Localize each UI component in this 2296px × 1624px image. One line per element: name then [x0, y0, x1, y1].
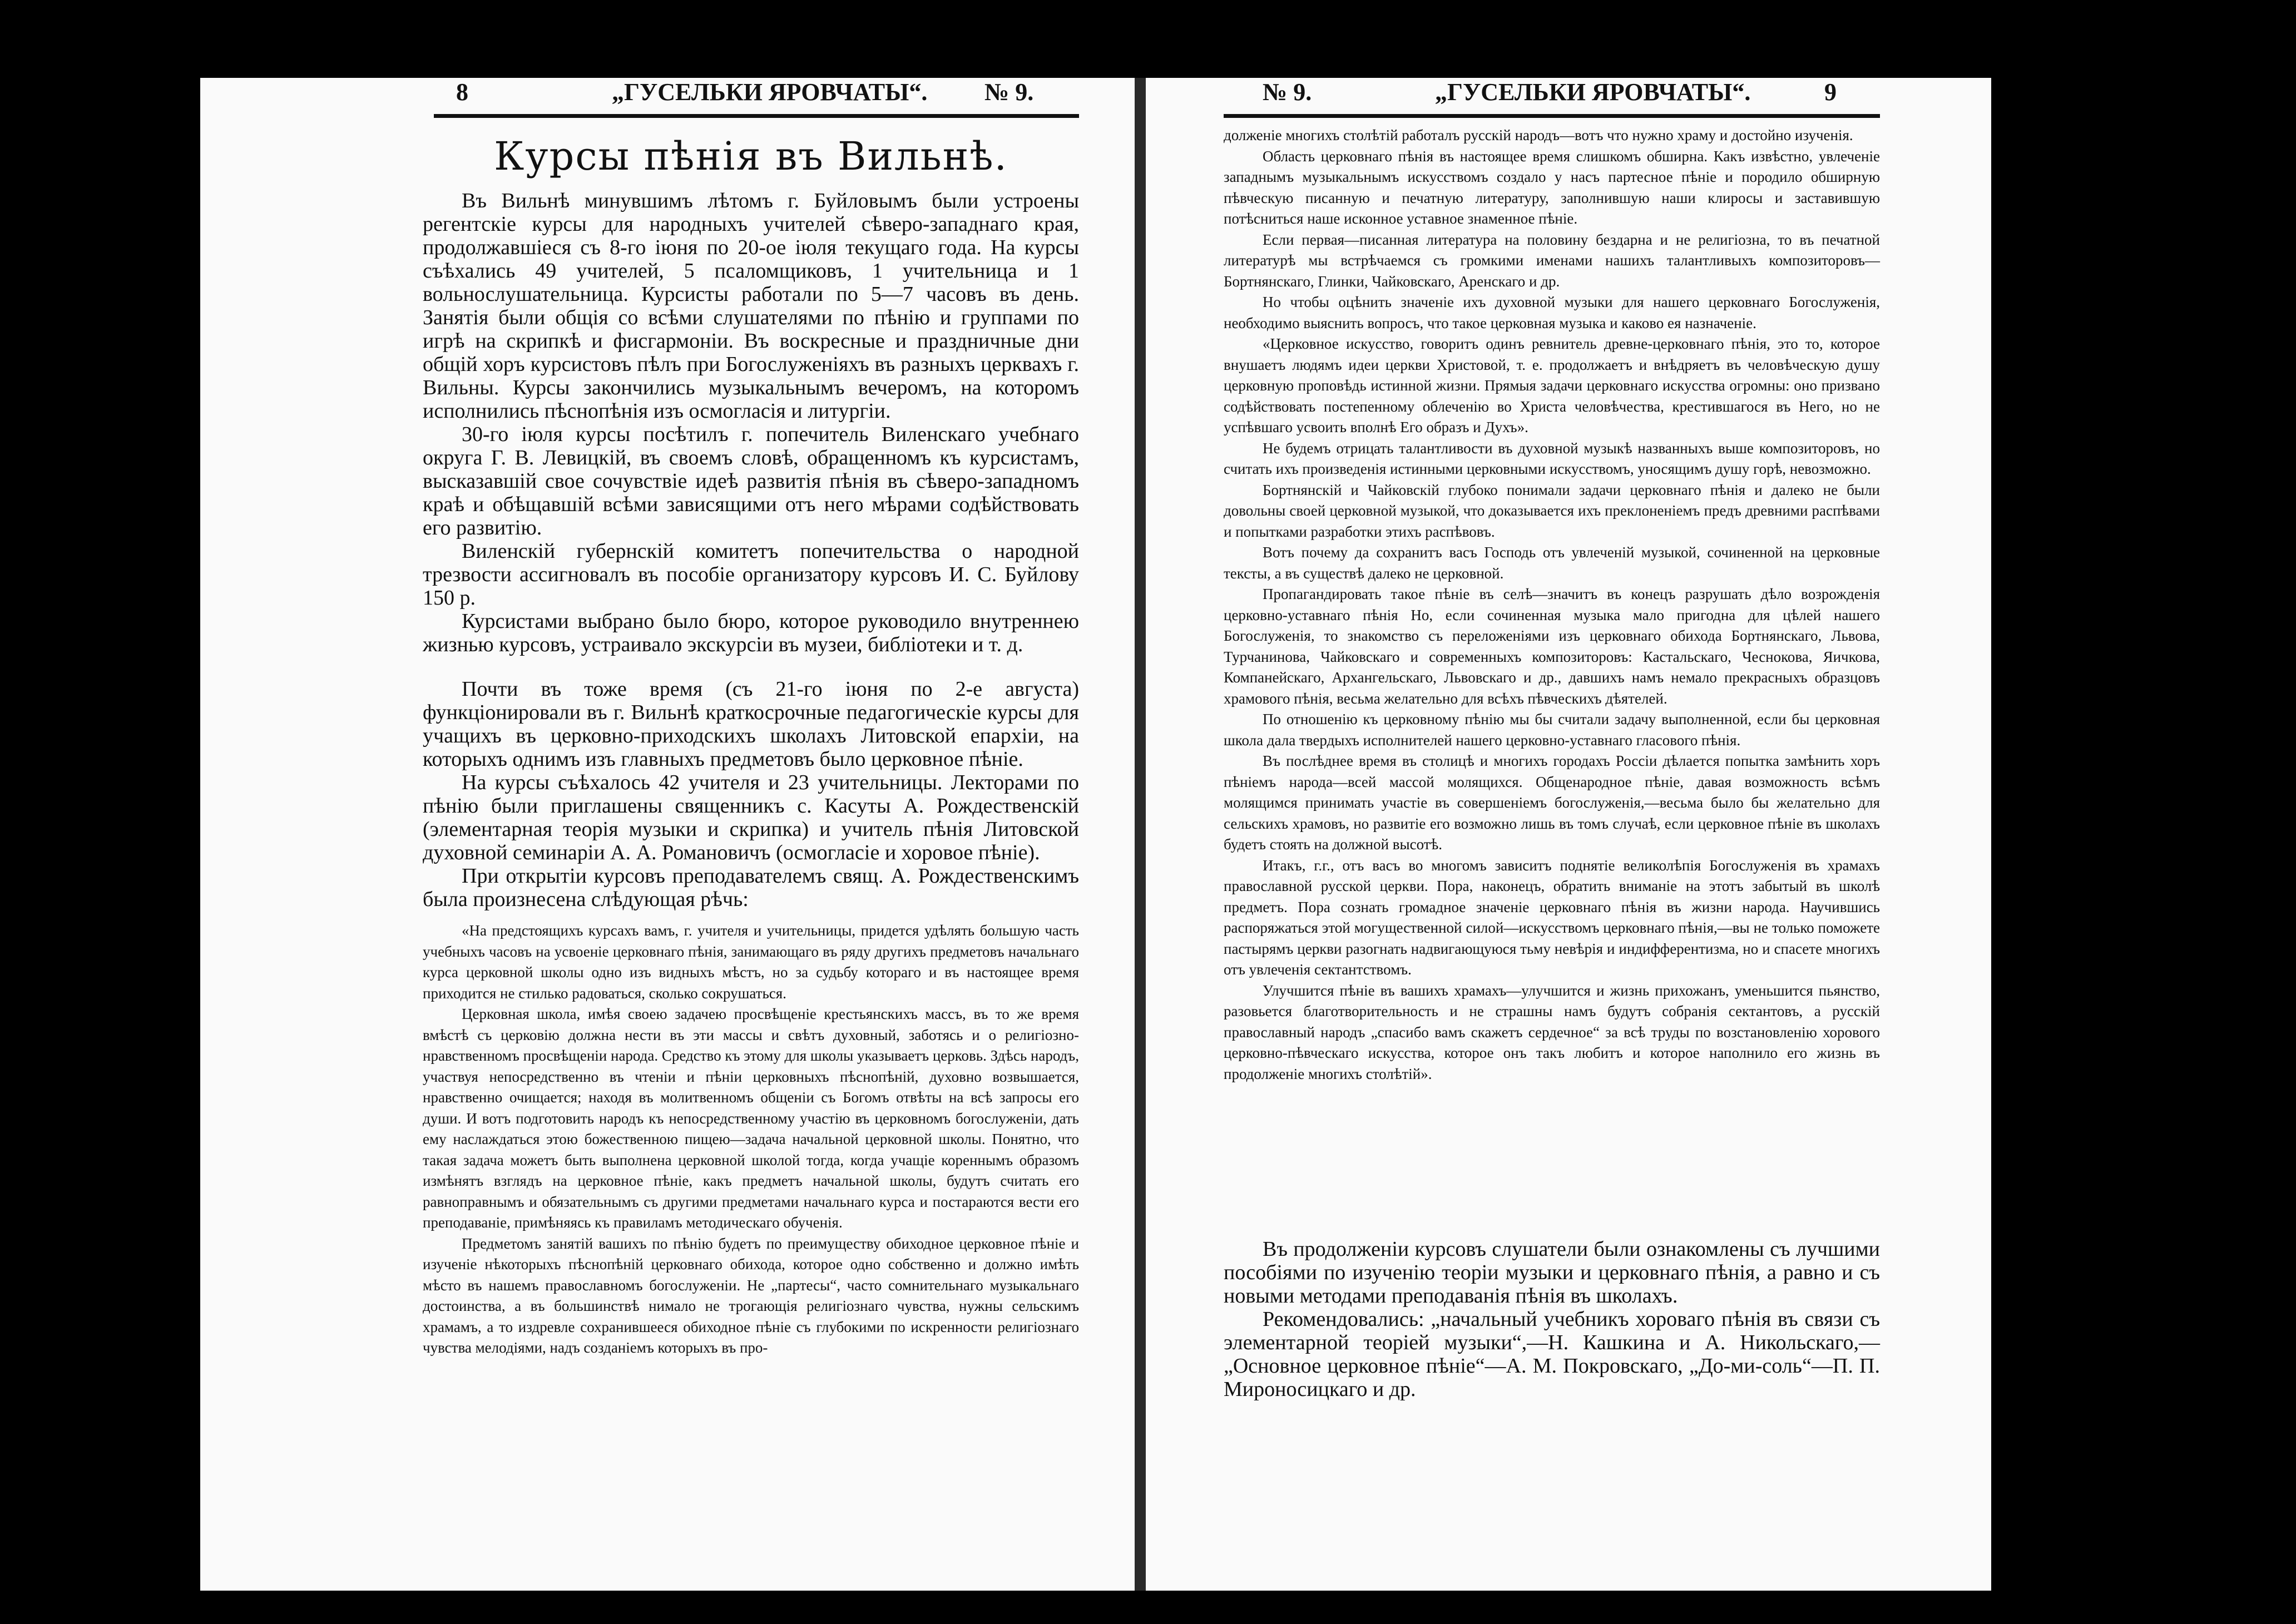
- right-running-head: [1246, 78, 1869, 117]
- paragraph: Въ послѣднее время въ столицѣ и многихъ городахъ Россіи дѣлается попытка замѣнить хоръ пѣніемъ народа—всей массой молящихся. Общенародное пѣніе, давая возможность всѣмъ молящимся принимать участіе въ совершеніемъ богослуженія,—весьма было бы желательно для сельскихъ храмовъ, но развитіе его возможно лишь въ томъ случаѣ, если церковное пѣніе въ школахъ будетъ стоять на должной высотѣ.: [1224, 752, 1880, 853]
- paragraph: 30-го іюля курсы посѣтилъ г. попечитель Виленскаго учебнаго округа Г. В. Левицкій, въ своемъ словѣ, обращенномъ къ курсистамъ, высказавшій свое сочувствіе идеѣ развитія пѣнія въ сѣверо-западномъ краѣ и обѣщавшій всѣми зависящими отъ него мѣрами содѣйствовать его развитію.: [423, 423, 1079, 539]
- paragraph: «На предстоящихъ курсахъ вамъ, г. учителя и учительницы, придется удѣлять большую часть учебныхъ часовъ на усвоеніе церковнаго пѣнія, занимающаго въ ряду другихъ предметовъ начальнаго курса церковной школы одно изъ видныхъ мѣстъ, но за судьбу котораго и въ настоящее время приходится не стилько радоваться, сколько сокрушаться.: [423, 922, 1079, 1002]
- left-journal-title: „ГУСЕЛЬКИ ЯРОВЧАТЫ“.: [612, 78, 928, 106]
- paragraph: При открытіи курсовъ преподавателемъ свящ. А. Рождественскимъ была произнесена слѣдующая рѣчь:: [423, 864, 1079, 911]
- left-speech-text: [423, 920, 1079, 1359]
- paragraph: Вотъ почему да сохранитъ васъ Господь отъ увлеченій музыкой, сочиненной на церковные тексты, а въ существѣ далеко не церковной.: [1224, 544, 1880, 582]
- paragraph: Церковная школа, имѣя своею задачею просвѣщеніе крестьянскихъ массъ, въ то же время вмѣстѣ съ церковію должна нести въ эти массы и свѣтъ духовный, заботясь и о религіозно-нравственномъ просвѣщеніи народа. Средство къ этому для школы указываетъ церковь. Здѣсь народъ, участвуя непосредственно въ чтеніи и пѣніи церковныхъ пѣснопѣній, духовно возвышается, нравственно очищается; находя въ молитвенномъ общеніи съ Богомъ отвѣты на всѣ запросы его души. И вотъ подготовить народъ къ непосредственному участію въ церковномъ богослуженіи, дать ему наслаждаться этою божественною пищею—задача начальной церковной школы. Понятно, что такая задача можетъ быть выполнена церковной школой тогда, когда учащіе кореннымъ образомъ измѣнятъ взглядъ на церковное пѣніе, какъ предметъ начальной школы, будутъ считать его равноправнымъ и обязательнымъ съ другими предметами начальнаго курса и постараются вести его преподаваніе, примѣняясь къ правиламъ методическаго обученія.: [423, 1006, 1079, 1231]
- left-page-number: 8: [456, 78, 468, 106]
- paragraph: По отношенію къ церковному пѣнію мы бы считали задачу выполненной, если бы церковная школа дала твердыхъ исполнителей нашего церковно-уставнаго гласового пѣнія.: [1224, 711, 1880, 749]
- paragraph: «Церковное искусство, говоритъ одинъ ревнитель древне-церковнаго пѣнія, это то, которое внушаетъ людямъ идеи церкви Христовой, т. е. продолжаетъ и внѣдряетъ въ человѣческую душу церковную проповѣдь истинной жизни. Прямыя задачи церковнаго искусства огромны: оно призвано содѣйствовать постепенному облеченію во Христа человѣчества, крестившагося въ Него, но не успѣвшаго усвоить вполнѣ Его образъ и Духъ».: [1224, 335, 1880, 435]
- paragraph: Рекомендовались: „начальный учебникъ хороваго пѣнія въ связи съ элементарной теоріей музыки“,—Н. Кашкина и А. Никольскаго,—„Основное церковное пѣніе“—А. М. Покровскаго, „До-ми-соль“—П. П. Мироносицкаго и др.: [1224, 1308, 1880, 1401]
- paragraph: Область церковнаго пѣнія въ настоящее время слишкомъ обширна. Какъ извѣстно, увлеченіе западнымъ музыкальнымъ искусствомъ создало у насъ партесное пѣніе и породило обширную пѣвческую писанную и печатную литературу, заполнившую наши клиросы и заставившую потѣсниться наше исконное уставное знаменное пѣніе.: [1224, 147, 1880, 227]
- paragraph: Въ Вильнѣ минувшимъ лѣтомъ г. Буйловымъ были устроены регентскіе курсы для народныхъ учителей сѣверо-западнаго края, продолжавшіеся съ 8-го іюня по 20-ое іюля текущаго года. На курсы съѣхались 49 учителей, 5 псаломщиковъ, 1 учительница и 1 вольнослушательница. Курсисты работали по 5—7 часовъ въ день. Занятія были общія со всѣми слушателями по пѣнію и группами по игрѣ на скрипкѣ и фисгармоніи. Въ воскресные и праздничные дни общій хоръ курсистовъ пѣлъ при Богослуженіяхъ въ разныхъ церквахъ г. Вильны. Курсы закончились музыкальнымъ вечеромъ, на которомъ исполнились пѣснопѣнія изъ осмогласія и литургіи.: [423, 189, 1079, 423]
- paragraph: На курсы съѣхалось 42 учителя и 23 учительницы. Лекторами по пѣнію были приглашены священникъ с. Касуты А. Рождественскій (элементарная теорія музыки и скрипка) и учитель пѣнія Литовской духовной семинаріи А. А. Романовичъ (осмогласіе и хоровое пѣніе).: [423, 771, 1079, 864]
- paragraph: Почти въ тоже время (съ 21-го іюня по 2-е августа) функціонировали въ г. Вильнѣ краткосрочные педагогическіе курсы для учащихъ въ церковно-приходскихъ школахъ Литовской епархіи, на которыхъ однимъ изъ главныхъ предметовъ было церковное пѣніе.: [423, 677, 1079, 771]
- left-running-head: [434, 78, 1046, 117]
- paragraph: Курсистами выбрано было бюро, которое руководило внутреннею жизнью курсовъ, устраивало экскурсіи въ музеи, библіотеки и т. д.: [423, 610, 1079, 656]
- article-title: Курсы пѣнія въ Вильнѣ.: [494, 133, 1008, 179]
- paragraph: Бортнянскій и Чайковскій глубоко понимали задачи церковнаго пѣнія и далеко не были довольны своей церковной музыкой, что доказывается ихъ преклоненіемъ предъ древними распѣвами и попытками разработки этихъ распѣвовъ.: [1224, 481, 1880, 540]
- right-journal-title: „ГУСЕЛЬКИ ЯРОВЧАТЫ“.: [1435, 78, 1751, 106]
- paragraph: Предметомъ занятій вашихъ по пѣнію будетъ по преимуществу обиходное церковное пѣніе и изученіе нѣкоторыхъ пѣснопѣній церковнаго обихода, которое одно собственно и должно имѣть мѣсто въ нашемъ православномъ богослуженіи. Не „партесы“, часто сомнительнаго музыкальнаго достоинства, а въ большинствѣ нимало не трогающія религіознаго чувства, нужны сельскимъ храмамъ, а то издревле сохранившееся обиходное пѣніе съ глубокими по искренности религіознаго чувства мелодіями, надъ созданіемъ которыхъ въ про-: [423, 1235, 1079, 1356]
- paragraph: Не будемъ отрицать талантливости въ духовной музыкѣ названныхъ выше композиторовъ, но считать ихъ произведенія истинными церковными искусствомъ, уносящимъ душу горѣ, невозможно.: [1224, 439, 1880, 477]
- paragraph: Но чтобы оцѣнить значеніе ихъ духовной музыки для нашего церковнаго Богослуженія, необходимо выяснить вопросъ, что такое церковная музыка и каково ея назначеніе.: [1224, 294, 1880, 331]
- right-header-rule: [1224, 114, 1880, 118]
- paragraph: долженіе многихъ столѣтій работалъ русскій народъ—вотъ что нужно храму и достойно изученія.: [1224, 127, 1853, 143]
- paragraph: Виленскій губернскій комитетъ попечительства о народной трезвости ассигновалъ въ пособіе организатору курсовъ И. С. Буйлову 150 р.: [423, 539, 1079, 610]
- left-header-rule: [434, 114, 1079, 118]
- paragraph: Итакъ, г.г., отъ васъ во многомъ зависитъ поднятіе великолѣпія Богослуженія въ храмахъ православной русской церкви. Пора, наконецъ, обратить вниманіе на этотъ забытый въ школѣ предметъ. Пора сознать громадное значеніе церковнаго пѣнія въ жизни народа. Научившись распоряжаться этой могущественной силой—искусствомъ церковнаго пѣнія,—вы не только поможете пастырямъ церкви разогнать надвигающуюся тьму невѣрія и индифферентизма, но и спасете многихъ отъ увлеченія сектантствомъ.: [1224, 856, 1880, 978]
- left-intro-text: [423, 189, 1079, 911]
- right-speech-text: [1224, 125, 1880, 1085]
- left-issue-number: № 9.: [984, 78, 1034, 106]
- paragraph: Пропагандировать такое пѣніе въ селѣ—значитъ въ конецъ разрушать дѣло возрожденія церковно-уставнаго пѣнія Но, если сочиненная музыка мало пригодна для цѣлей нашего Богослуженія, то знакомство съ переложеніями изъ церковнаго обихода Бортнянскаго, Львова, Турчанинова, Чайковскаго и современныхъ композиторовъ: Кастальскаго, Чеснокова, Яичкова, Компанейскаго, Архангельскаго, Львовскаго и др., давшихъ намъ немало прекрасныхъ образцовъ храмового пѣнія, весьма желательно для всѣхъ пѣвческихъ дѣятелей.: [1224, 586, 1880, 707]
- paragraph: Улучшится пѣніе въ вашихъ храмахъ—улучшится и жизнь прихожанъ, уменьшится пьянство, разовьется благотворительность и не страшны намъ будутъ собранія сектантовъ, а русскій православный народъ „спасибо вамъ скажетъ сердечное“ за всѣ труды по возстановленію хорового церковно-пѣвческаго искусства, которое онъ такъ любитъ и которое наполнило его жизнь въ продолженіе многихъ столѣтій».: [1224, 982, 1880, 1082]
- paragraph: Если первая—писанная литература на половину бездарна и не религіозна, то въ печатной литературѣ мы встрѣчаемся съ громкими именами нашихъ талантливыхъ композиторовъ—Бортнянскаго, Глинки, Чайковскаго, Аренскаго и др.: [1224, 231, 1880, 290]
- paragraph: Въ продолженіи курсовъ слушатели были ознакомлены съ лучшими пособіями по изученію теоріи музыки и церковнаго пѣнія, а равно и съ новыми методами преподаванія пѣнія въ школахъ.: [1224, 1237, 1880, 1308]
- right-closing-text: [1224, 1237, 1880, 1401]
- right-issue-number: № 9.: [1263, 78, 1312, 106]
- right-page-number: 9: [1824, 78, 1837, 106]
